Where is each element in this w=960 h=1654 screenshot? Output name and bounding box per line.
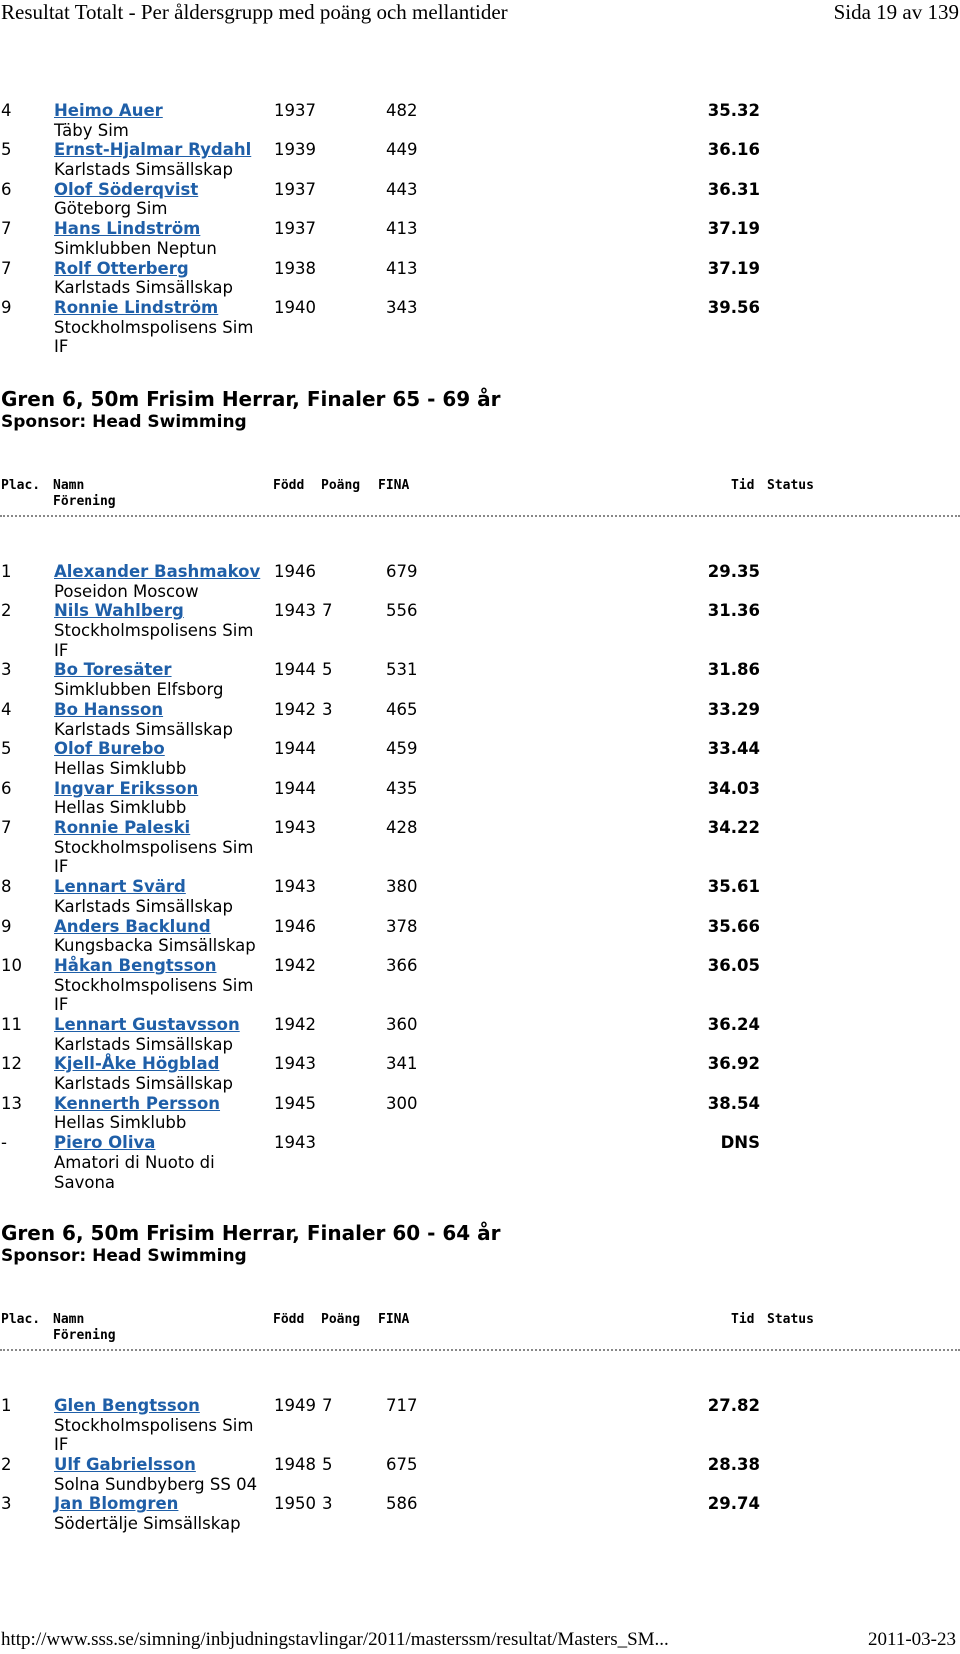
points: 443 xyxy=(386,179,418,199)
placing: 11 xyxy=(1,1015,22,1035)
club-name xyxy=(54,680,264,700)
result-row xyxy=(0,956,960,1015)
result-time: 31.36 xyxy=(707,601,760,621)
result-time: DNS xyxy=(720,1133,760,1153)
club-name xyxy=(54,976,264,1015)
placing: 9 xyxy=(1,916,12,936)
placing: 2 xyxy=(1,601,12,621)
birth-year: 1943 xyxy=(274,1133,316,1153)
club-line: Göteborg Sim xyxy=(54,199,168,219)
result-row xyxy=(0,101,960,140)
birth-year: 1943 xyxy=(274,1054,316,1074)
fina-rank: 7 xyxy=(322,601,333,621)
col-forening: Förening xyxy=(53,494,116,509)
result-time: 29.74 xyxy=(707,1494,760,1514)
club-name xyxy=(54,838,264,877)
club-name xyxy=(54,936,264,956)
col-poang: Poäng xyxy=(321,1312,361,1327)
birth-year: 1944 xyxy=(274,660,316,680)
points: 717 xyxy=(386,1396,418,1415)
club-name xyxy=(54,759,264,779)
event-heading-60-64 xyxy=(1,1221,901,1267)
club-name xyxy=(54,318,264,357)
result-time: 33.44 xyxy=(707,739,760,759)
placing: 5 xyxy=(1,739,12,759)
placing: 7 xyxy=(1,258,12,278)
club-line: IF xyxy=(54,995,69,1015)
club-line: Karlstads Simsällskap xyxy=(54,896,233,916)
birth-year: 1943 xyxy=(274,601,316,621)
club-line: Simklubben Elfsborg xyxy=(54,680,224,700)
swimmer-name-link[interactable]: Bo Toresäter xyxy=(54,660,172,680)
swimmer-name-link[interactable]: Håkan Bengtsson xyxy=(54,955,217,975)
swimmer-name-link[interactable]: Kjell-Åke Högblad xyxy=(54,1054,220,1074)
swimmer-name-link[interactable]: Lennart Svärd xyxy=(54,877,186,897)
birth-year: 1942 xyxy=(274,955,316,975)
result-row xyxy=(0,1015,960,1054)
club-name xyxy=(54,199,264,219)
divider xyxy=(0,1349,960,1351)
result-row xyxy=(0,1133,960,1192)
club-name xyxy=(54,278,264,298)
page-footer xyxy=(0,1629,960,1654)
points: 482 xyxy=(386,101,418,120)
points: 343 xyxy=(386,297,418,317)
fina-rank: 5 xyxy=(322,1455,333,1475)
points: 556 xyxy=(386,601,418,621)
points: 366 xyxy=(386,955,418,975)
result-time: 29.35 xyxy=(707,562,760,581)
placing: 12 xyxy=(1,1054,22,1074)
result-time: 35.66 xyxy=(707,916,760,936)
column-header xyxy=(0,478,960,538)
result-row xyxy=(0,779,960,818)
swimmer-name-link[interactable]: Rolf Otterberg xyxy=(54,258,189,278)
col-poang: Poäng xyxy=(321,478,361,493)
club-line: IF xyxy=(54,1435,69,1455)
swimmer-name-link[interactable]: Ernst-Hjalmar Rydahl xyxy=(54,140,252,160)
points: 378 xyxy=(386,916,418,936)
result-row xyxy=(0,1396,960,1455)
swimmer-name-link[interactable]: Kennerth Persson xyxy=(54,1093,221,1113)
points: 428 xyxy=(386,818,418,838)
swimmer-name-link[interactable]: Piero Oliva xyxy=(54,1133,156,1153)
swimmer-name-link[interactable]: Lennart Gustavsson xyxy=(54,1015,240,1035)
col-fina: FINA xyxy=(378,478,410,493)
event-title: Gren 6, 50m Frisim Herrar, Finaler 65 - 69 år xyxy=(1,387,501,411)
club-line: IF xyxy=(54,857,69,877)
fina-rank: 3 xyxy=(322,1494,333,1514)
col-namn: Namn xyxy=(53,1312,85,1327)
club-name xyxy=(54,239,264,259)
event-title: Gren 6, 50m Frisim Herrar, Finaler 60 - 64 år xyxy=(1,1221,501,1245)
event-sponsor: Sponsor: Head Swimming xyxy=(1,412,247,432)
result-time: 28.38 xyxy=(707,1455,760,1475)
club-line: IF xyxy=(54,337,69,357)
result-time: 27.82 xyxy=(707,1396,760,1415)
points: 360 xyxy=(386,1015,418,1035)
club-name xyxy=(54,1035,264,1055)
birth-year: 1950 xyxy=(274,1494,316,1514)
result-time: 37.19 xyxy=(707,219,760,239)
points: 465 xyxy=(386,699,418,719)
birth-year: 1944 xyxy=(274,778,316,798)
swimmer-name-link[interactable]: Hans Lindström xyxy=(54,219,201,239)
col-fodd: Född xyxy=(273,1312,305,1327)
club-line: Stockholmspolisens Sim xyxy=(54,837,254,857)
col-fodd: Född xyxy=(273,478,305,493)
points: 449 xyxy=(386,140,418,160)
swimmer-name-link[interactable]: Ulf Gabrielsson xyxy=(54,1455,196,1475)
result-time: 34.22 xyxy=(707,818,760,838)
results-list-65-69 xyxy=(0,562,960,1192)
points: 679 xyxy=(386,562,418,581)
birth-year: 1948 xyxy=(274,1455,316,1475)
col-namn: Namn xyxy=(53,478,85,493)
club-line: Södertälje Simsällskap xyxy=(54,1514,241,1534)
birth-year: 1937 xyxy=(274,219,316,239)
result-time: 36.05 xyxy=(707,955,760,975)
result-row xyxy=(0,818,960,877)
col-status: Status xyxy=(767,478,814,493)
col-forening: Förening xyxy=(53,1328,116,1343)
club-line: Hellas Simklubb xyxy=(54,798,187,818)
fina-rank: 5 xyxy=(322,660,333,680)
swimmer-name-link[interactable]: Ronnie Paleski xyxy=(54,818,191,838)
result-time: 34.03 xyxy=(707,778,760,798)
club-name xyxy=(54,1153,264,1192)
col-plac: Plac. xyxy=(1,1312,41,1327)
result-row xyxy=(0,1494,960,1533)
club-name xyxy=(54,621,264,660)
points: 675 xyxy=(386,1455,418,1475)
club-line: Solna Sundbyberg SS 04 xyxy=(54,1474,258,1494)
points: 459 xyxy=(386,739,418,759)
points: 531 xyxy=(386,660,418,680)
club-line: Hellas Simklubb xyxy=(54,1113,187,1133)
swimmer-name-link[interactable]: Ronnie Lindström xyxy=(54,297,219,317)
swimmer-name-link[interactable]: Bo Hansson xyxy=(54,699,164,719)
result-time: 31.86 xyxy=(707,660,760,680)
col-plac: Plac. xyxy=(1,478,41,493)
result-row xyxy=(0,700,960,739)
swimmer-name-link[interactable]: Glen Bengtsson xyxy=(54,1396,200,1415)
result-time: 35.32 xyxy=(707,101,760,120)
result-row xyxy=(0,140,960,179)
placing: 8 xyxy=(1,877,12,897)
result-row xyxy=(0,601,960,660)
col-tid: Tid xyxy=(731,478,755,493)
placing: 6 xyxy=(1,778,12,798)
club-name xyxy=(54,121,264,141)
placing: 10 xyxy=(1,955,22,975)
club-line: Stockholmspolisens Sim xyxy=(54,1415,254,1435)
placing: 1 xyxy=(1,562,12,581)
club-name xyxy=(54,160,264,180)
club-line: Stockholmspolisens Sim xyxy=(54,621,254,641)
club-name xyxy=(54,1113,264,1133)
swimmer-name-link[interactable]: Olof Söderqvist xyxy=(54,179,199,199)
placing: 3 xyxy=(1,1494,12,1514)
points: 300 xyxy=(386,1093,418,1113)
birth-year: 1942 xyxy=(274,699,316,719)
result-row xyxy=(0,660,960,699)
result-time: 38.54 xyxy=(707,1093,760,1113)
swimmer-name-link[interactable]: Olof Burebo xyxy=(54,739,165,759)
result-row xyxy=(0,562,960,601)
club-line: Poseidon Moscow xyxy=(54,581,199,601)
club-line: Stockholmspolisens Sim xyxy=(54,317,254,337)
page-header xyxy=(0,0,960,28)
club-line: Täby Sim xyxy=(54,120,129,140)
results-list-continued xyxy=(0,101,960,357)
club-name xyxy=(54,1475,264,1495)
club-line: IF xyxy=(54,640,69,660)
club-line: Hellas Simklubb xyxy=(54,758,187,778)
result-row xyxy=(0,180,960,219)
club-name xyxy=(54,897,264,917)
club-name xyxy=(54,1416,264,1455)
birth-year: 1944 xyxy=(274,739,316,759)
fina-rank: 7 xyxy=(322,1396,333,1415)
result-time: 39.56 xyxy=(707,297,760,317)
club-line: Stockholmspolisens Sim xyxy=(54,975,254,995)
column-header xyxy=(0,1312,960,1372)
club-line: Karlstads Simsällskap xyxy=(54,719,233,739)
points: 413 xyxy=(386,258,418,278)
placing: 5 xyxy=(1,140,12,160)
result-row xyxy=(0,1054,960,1093)
swimmer-name-link[interactable]: Anders Backlund xyxy=(54,916,211,936)
points: 586 xyxy=(386,1494,418,1514)
result-time: 36.24 xyxy=(707,1015,760,1035)
birth-year: 1938 xyxy=(274,258,316,278)
col-fina: FINA xyxy=(378,1312,410,1327)
result-row xyxy=(0,298,960,357)
placing: 4 xyxy=(1,699,12,719)
result-row xyxy=(0,739,960,778)
points: 380 xyxy=(386,877,418,897)
placing: 2 xyxy=(1,1455,12,1475)
col-status: Status xyxy=(767,1312,814,1327)
birth-year: 1946 xyxy=(274,916,316,936)
club-line: Karlstads Simsällskap xyxy=(54,1074,233,1094)
points: 435 xyxy=(386,778,418,798)
fina-rank: 3 xyxy=(322,699,333,719)
birth-year: 1942 xyxy=(274,1015,316,1035)
swimmer-name-link[interactable]: Alexander Bashmakov xyxy=(54,562,261,581)
birth-year: 1949 xyxy=(274,1396,316,1415)
result-row xyxy=(0,219,960,258)
club-name xyxy=(54,720,264,740)
results-list-60-64 xyxy=(0,1396,960,1534)
swimmer-name-link[interactable]: Nils Wahlberg xyxy=(54,601,184,621)
birth-year: 1939 xyxy=(274,140,316,160)
club-line: Amatori di Nuoto di xyxy=(54,1152,215,1172)
placing: 7 xyxy=(1,219,12,239)
source-url: http://www.sss.se/simning/inbjudningstavlingar/2011/masterssm/resultat/Masters_SM... xyxy=(1,1629,669,1650)
club-line: Karlstads Simsällskap xyxy=(54,278,233,298)
result-row xyxy=(0,1094,960,1133)
result-row xyxy=(0,1455,960,1494)
swimmer-name-link[interactable]: Heimo Auer xyxy=(54,101,163,120)
result-row xyxy=(0,917,960,956)
swimmer-name-link[interactable]: Ingvar Eriksson xyxy=(54,778,199,798)
print-date: 2011-03-23 xyxy=(868,1629,956,1650)
club-line: Kungsbacka Simsällskap xyxy=(54,936,256,956)
result-row xyxy=(0,259,960,298)
placing: 6 xyxy=(1,179,12,199)
birth-year: 1937 xyxy=(274,101,316,120)
result-time: 35.61 xyxy=(707,877,760,897)
col-tid: Tid xyxy=(731,1312,755,1327)
result-time: 36.92 xyxy=(707,1054,760,1074)
placing: - xyxy=(1,1133,7,1153)
result-time: 37.19 xyxy=(707,258,760,278)
birth-year: 1945 xyxy=(274,1093,316,1113)
points: 413 xyxy=(386,219,418,239)
event-sponsor: Sponsor: Head Swimming xyxy=(1,1246,247,1266)
placing: 7 xyxy=(1,818,12,838)
birth-year: 1940 xyxy=(274,297,316,317)
page-number: Sida 19 av 139 xyxy=(833,0,959,24)
club-name xyxy=(54,1074,264,1094)
club-line: Simklubben Neptun xyxy=(54,238,217,258)
placing: 1 xyxy=(1,1396,12,1415)
placing: 3 xyxy=(1,660,12,680)
divider xyxy=(0,515,960,517)
club-name xyxy=(54,798,264,818)
birth-year: 1943 xyxy=(274,877,316,897)
birth-year: 1943 xyxy=(274,818,316,838)
event-heading-65-69 xyxy=(1,387,901,433)
club-line: Karlstads Simsällskap xyxy=(54,1034,233,1054)
result-time: 33.29 xyxy=(707,699,760,719)
club-line: Karlstads Simsällskap xyxy=(54,160,233,180)
placing: 13 xyxy=(1,1093,22,1113)
club-line: Savona xyxy=(54,1172,116,1192)
club-name xyxy=(54,582,264,602)
birth-year: 1937 xyxy=(274,179,316,199)
swimmer-name-link[interactable]: Jan Blomgren xyxy=(54,1494,179,1514)
birth-year: 1946 xyxy=(274,562,316,581)
document-title: Resultat Totalt - Per åldersgrupp med poäng och mellantider xyxy=(1,0,508,24)
placing: 4 xyxy=(1,101,12,120)
result-row xyxy=(0,877,960,916)
result-time: 36.31 xyxy=(707,179,760,199)
placing: 9 xyxy=(1,297,12,317)
points: 341 xyxy=(386,1054,418,1074)
club-name xyxy=(54,1514,264,1534)
result-time: 36.16 xyxy=(707,140,760,160)
